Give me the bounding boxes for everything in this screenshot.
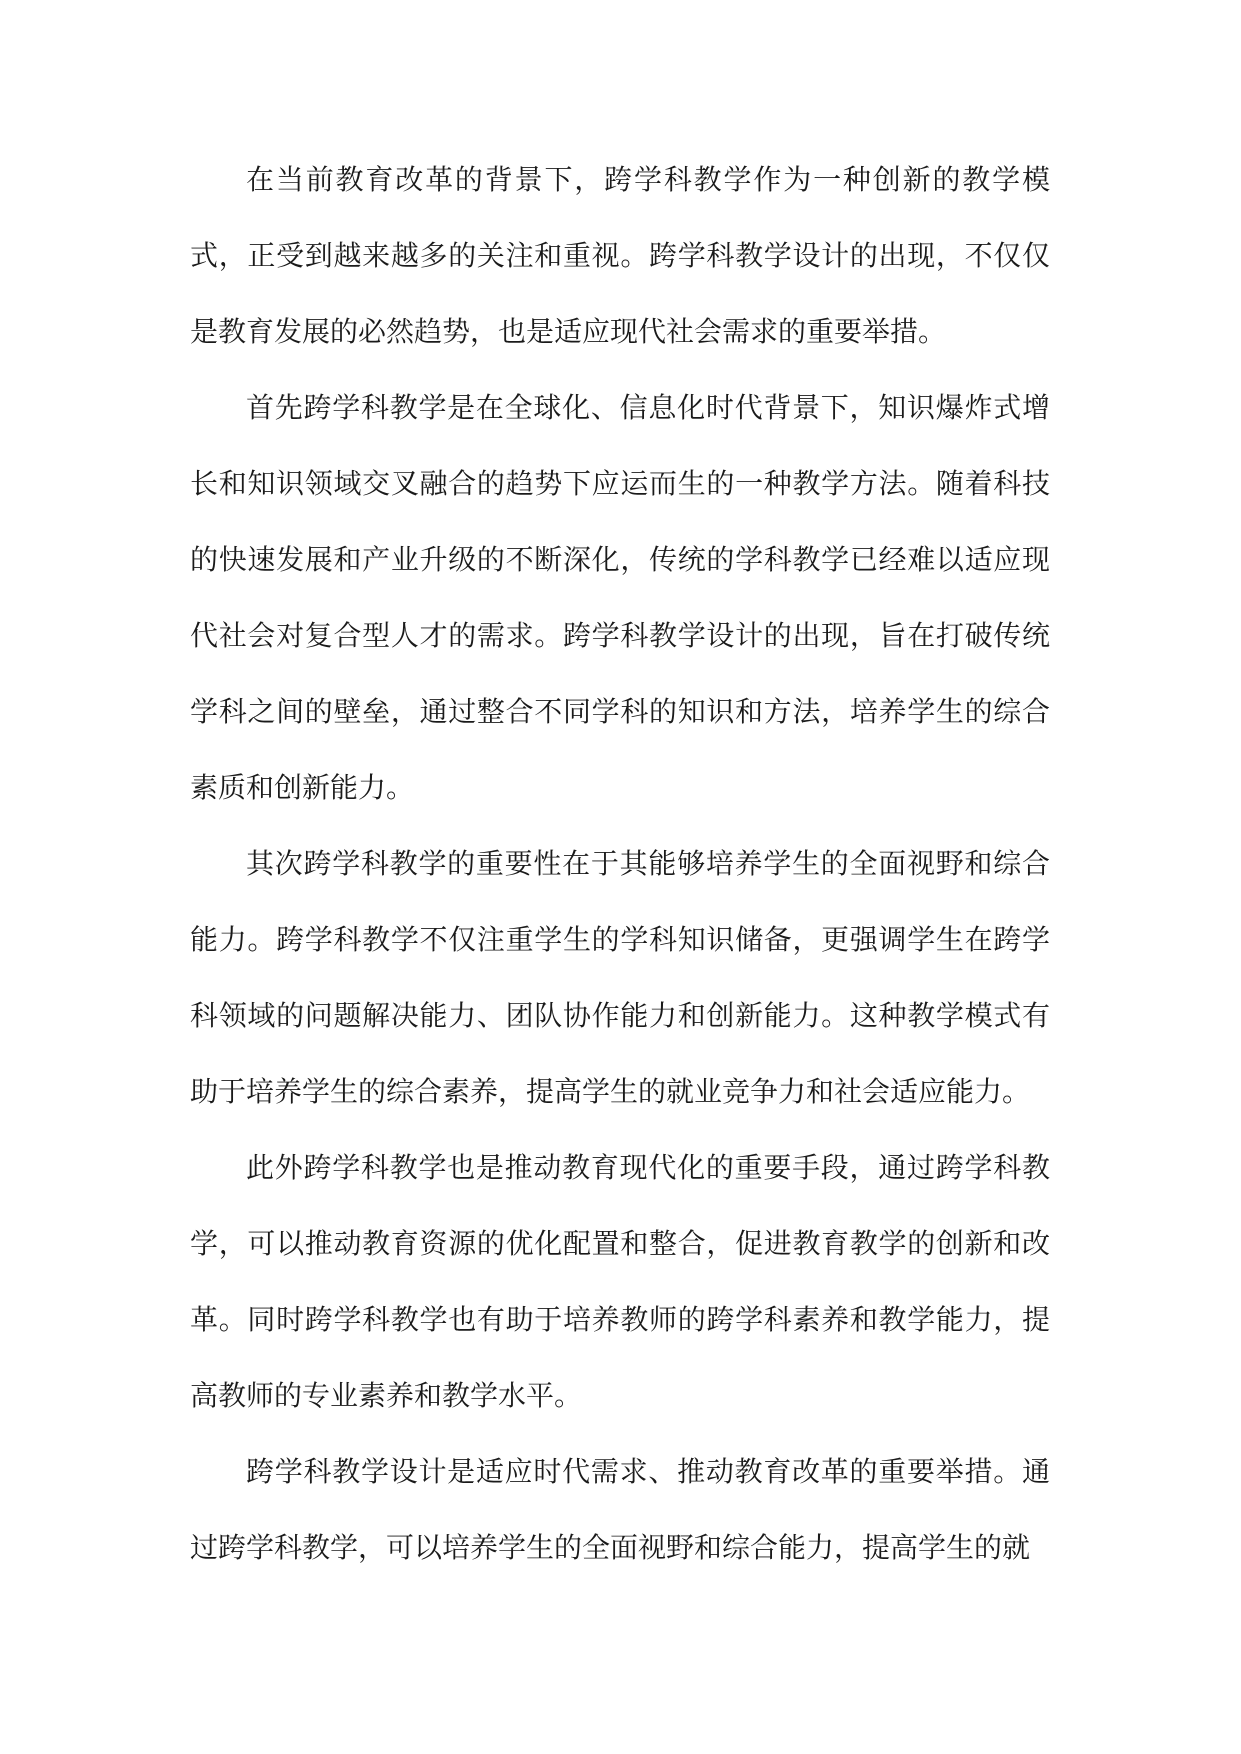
paragraph-2: 首先跨学科教学是在全球化、信息化时代背景下，知识爆炸式增长和知识领域交叉融合的趋势下应运而生的一种教学方法。随着科技的快速发展和产业升级的不断深化，传统的学科教学已经难以适应现代社会对复合型人才的需求。跨学科教学设计的出现，旨在打破传统学科之间的壁垒，通过整合不同学科的知识和方法，培养学生的综合素质和创新能力。 — [190, 391, 1050, 804]
paragraph-5: 跨学科教学设计是适应时代需求、推动教育改革的重要举措。通过跨学科教学，可以培养学生的全面视野和综合能力，提高学生的就 — [190, 1455, 1050, 1564]
paragraph-3: 其次跨学科教学的重要性在于其能够培养学生的全面视野和综合能力。跨学科教学不仅注重学生的学科知识储备，更强调学生在跨学科领域的问题解决能力、团队协作能力和创新能力。这种教学模式有助于培养学生的综合素养，提高学生的就业竞争力和社会适应能力。 — [190, 847, 1050, 1108]
document-body — [190, 142, 1050, 1586]
paragraph-4: 此外跨学科教学也是推动教育现代化的重要手段，通过跨学科教学，可以推动教育资源的优化配置和整合，促进教育教学的创新和改革。同时跨学科教学也有助于培养教师的跨学科素养和教学能力，提高教师的专业素养和教学水平。 — [190, 1151, 1050, 1412]
paragraph-1: 在当前教育改革的背景下，跨学科教学作为一种创新的教学模式，正受到越来越多的关注和重视。跨学科教学设计的出现，不仅仅是教育发展的必然趋势，也是适应现代社会需求的重要举措。 — [190, 163, 1050, 348]
